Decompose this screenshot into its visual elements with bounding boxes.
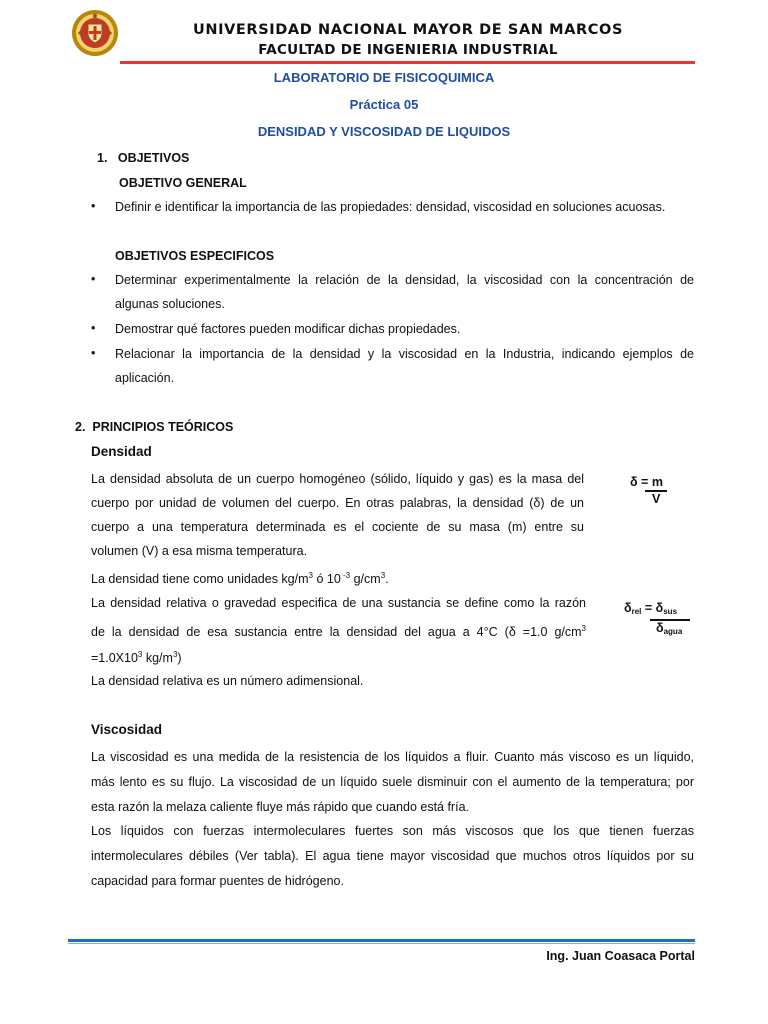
practice-title: Práctica 05 [349,97,419,112]
viscosidad-p1-line3: esta razón la melaza caliente fluye más rápido que cuando está fría. [91,800,469,814]
viscosidad-p2-line1: Los líquidos con fuerzas intermoleculares fuertes son más viscosos que los que tienen fuerzas [91,824,694,838]
specific-objective-1-line2: algunas soluciones. [115,297,225,311]
general-objective-item: Definir e identificar la importancia de las propiedades: densidad, viscosidad en soluciones acuosas. [115,200,666,214]
densidad-p2-line3: $=1.0X10^3$ $kg/m^3$) [91,650,182,665]
densidad-p1-line4: volumen (V) a esa misma temperatura. [91,544,308,558]
viscosidad-p1-line1: La viscosidad es una medida de la resistencia de los líquidos a fluir. Cuanto más viscoso es un líquido, [91,750,694,764]
bullet-icon: • [91,346,96,360]
viscosidad-p1-line2: más lento es su flujo. La viscosidad de un líquido suele disminuir con el aumento de la temperatura; por [91,775,694,789]
densidad-p1-line1: La densidad absoluta de un cuerpo homogéneo (sólido, líquido y gas) es la masa del [91,472,584,486]
footer-divider [68,939,695,942]
densidad-title: Densidad [91,444,152,459]
densidad-p1-line2: cuerpo por unidad de volumen del cuerpo. En otras palabras, la densidad (δ) de un [91,496,584,510]
densidad-p2-line1: La densidad relativa o gravedad especifica de una sustancia se define como la razón [91,596,586,610]
section-1-heading: 1. OBJETIVOS [97,151,190,165]
densidad-p2-line2: de la densidad de esa sustancia entre la densidad del agua a 4°C (δ =1.0 $g/cm^3$ [91,624,586,639]
specific-objective-3-line2: aplicación. [115,371,175,385]
relative-density-formula-denominator: $\delta_{agua}$ [656,621,683,636]
bullet-icon: • [91,199,96,213]
footer-divider-thin [68,943,695,944]
faculty-name: FACULTAD DE INGENIERIA INDUSTRIAL [258,42,558,58]
university-crest-icon [70,8,120,58]
specific-objectives-heading: OBJETIVOS ESPECIFICOS [115,249,275,263]
viscosidad-p2-line3: capacidad para formar puentes de hidrógeno. [91,874,344,888]
header-divider [120,61,695,64]
lab-title: LABORATORIO DE FISICOQUIMICA [273,70,495,85]
section-2-heading: 2. PRINCIPIOS TEÓRICOS [75,420,234,434]
specific-objective-1-line1: Determinar experimentalmente la relación de la densidad, la viscosidad con la concentración de [115,273,694,287]
university-name: UNIVERSIDAD NACIONAL MAYOR DE SAN MARCOS [193,22,623,38]
densidad-p1-line3: cuerpo a una temperatura determinada es el cociente de su masa (m) entre su [91,520,584,534]
density-formula: δ = m [630,475,663,489]
specific-objective-3-line1: Relacionar la importancia de la densidad y la viscosidad en la Industria, indicando ejemplos de [115,347,694,361]
viscosidad-p2-line2: intermoleculares débiles (Ver tabla). El agua tiene mayor viscosidad que muchos otros líquidos por su [91,849,694,863]
footer-author: Ing. Juan Coasaca Portal [546,949,695,963]
densidad-p3: La densidad relativa es un número adimensional. [91,674,364,688]
specific-objective-2: Demostrar qué factores pueden modificar dichas propiedades. [115,322,461,336]
general-objective-heading: OBJETIVO GENERAL [119,176,247,190]
relative-density-formula: $\delta_{rel} = \delta_{sus}$ [624,601,678,616]
bullet-icon: • [91,272,96,286]
topic-title: DENSIDAD Y VISCOSIDAD DE LIQUIDOS [257,124,511,139]
densidad-units-line: La densidad tiene como unidades $kg/m^3$ ó 10 $^{-3}$ $g/cm^3$. [91,571,389,586]
density-formula-denominator: V [652,492,661,506]
bullet-icon: • [91,321,96,335]
viscosidad-title: Viscosidad [91,722,163,737]
